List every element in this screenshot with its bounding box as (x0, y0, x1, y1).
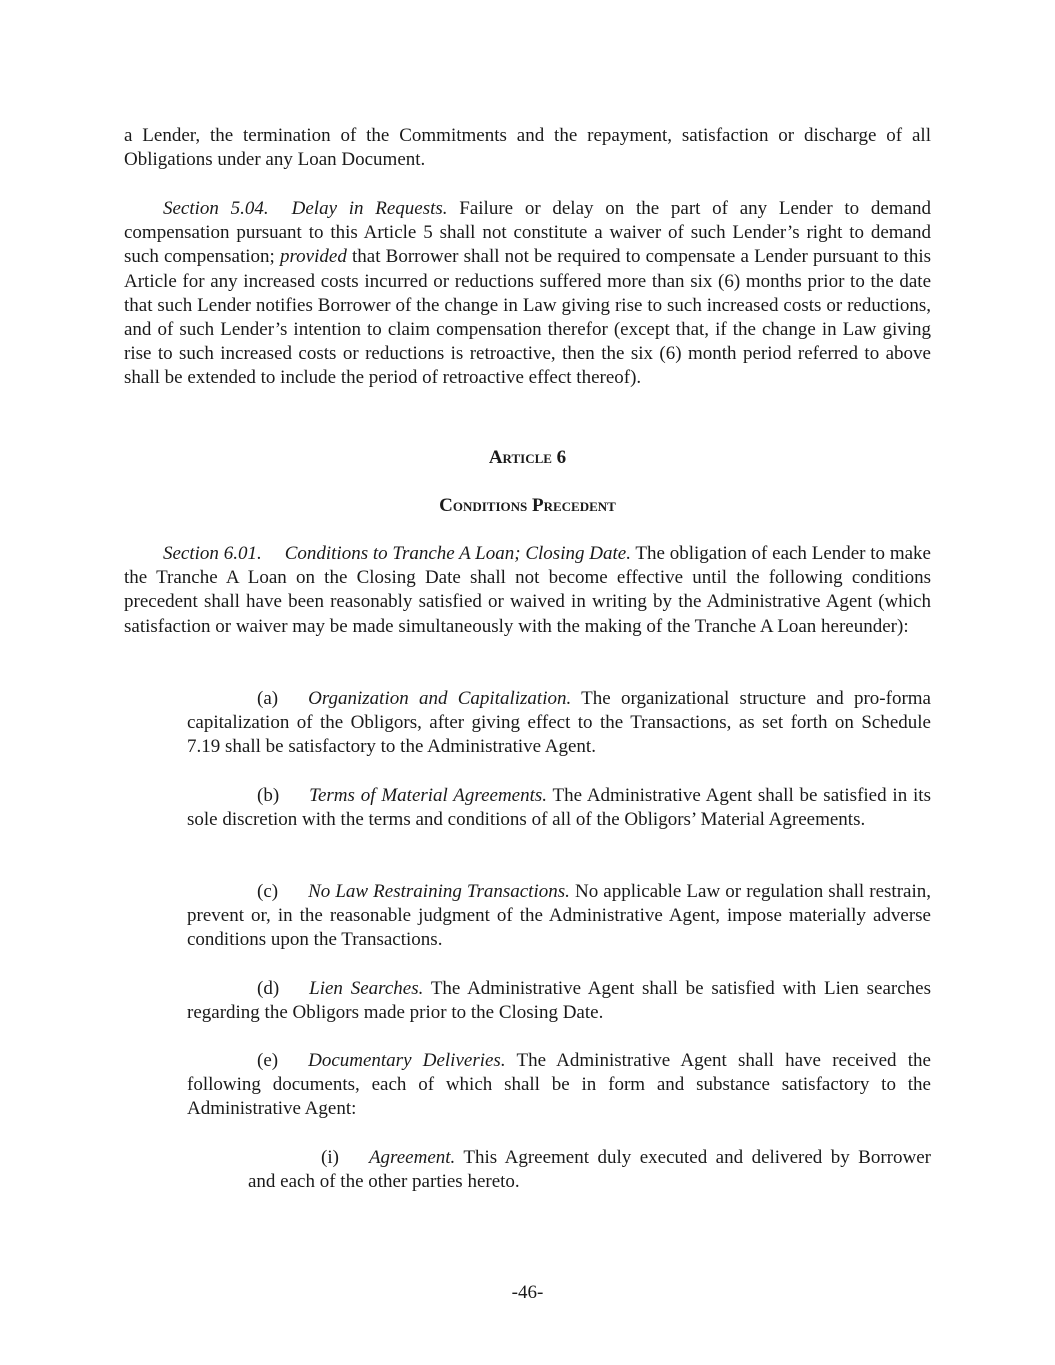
page-number: -46- (511, 1282, 544, 1303)
clause-text: The Administrative Agent shall have received the following documents, each of which shall be in form and substance satisfactory to the Administrative Agent: (187, 1050, 931, 1120)
clause-c (187, 880, 931, 953)
article-heading: Article 6 (488, 447, 567, 468)
clause-e (187, 1049, 931, 1122)
clause-title: No Law Restraining Transactions. (308, 881, 570, 902)
section-number: Section 5.04. (163, 198, 269, 219)
clause-title: Documentary Deliveries. (308, 1050, 506, 1071)
carryover-paragraph: a Lender, the termination of the Commitments and the repayment, satisfaction or discharge of all Obligations under any Loan Document. (124, 125, 931, 171)
subclause-title: Agreement. (368, 1147, 456, 1168)
section-text: Failure or delay on the part of any Lender to demand compensation pursuant to this Article 5 shall not constitute a waiver of such Lender’s right to demand such compensation; (124, 198, 932, 268)
section-number: Section 6.01. (163, 543, 262, 564)
clause-d (187, 977, 931, 1025)
clause-title: Terms of Material Agreements. (309, 785, 548, 806)
clause-a (187, 687, 931, 760)
subclause-i (248, 1146, 931, 1194)
article-title: Conditions Precedent (439, 495, 616, 516)
clause-label: (b) (257, 785, 280, 806)
section-text: The obligation of each Lender to make the Tranche A Loan on the Closing Date shall not become effective until the following conditions precedent shall have been reasonably satisfied or waived in writing by the Administrative Agent (which satisfaction or waiver may be made simultaneously with the making of the Tranche A Loan hereunder): (124, 543, 931, 637)
subclause-label: (i) (321, 1147, 339, 1168)
clause-label: (e) (257, 1050, 279, 1071)
clause-text: The organizational structure and pro-forma capitalization of the Obligors, after giving effect to the Transactions, as set forth on Schedule 7.19 shall be satisfactory to the Administrative Agent. (187, 688, 931, 758)
section-title: Conditions to Tranche A Loan; Closing Date. (284, 543, 631, 564)
clause-b (187, 784, 931, 832)
section-6-01-paragraph (124, 542, 931, 639)
clause-label: (d) (257, 978, 280, 999)
section-emphasis: provided (279, 246, 347, 268)
clause-text: No applicable Law or regulation shall restrain, prevent or, in the reasonable judgment of the Administrative Agent, impose materially adverse conditions upon the Transactions. (187, 881, 931, 951)
clause-label: (a) (257, 688, 279, 709)
clause-label: (c) (257, 881, 279, 902)
clause-title: Organization and Capitalization. (308, 688, 572, 709)
clause-text: The Administrative Agent shall be satisfied in its sole discretion with the terms and conditions of all of the Obligors’ Material Agreements. (187, 785, 931, 831)
section-title: Delay in Requests. (291, 198, 448, 219)
subclause-text: This Agreement duly executed and delivered by Borrower and each of the other parties hereto. (248, 1147, 931, 1193)
clause-text: The Administrative Agent shall be satisfied with Lien searches regarding the Obligors made prior to the Closing Date. (187, 978, 931, 1024)
section-text: that Borrower shall not be required to compensate a Lender pursuant to this Article for any increased costs incurred or reductions suffered more than six (6) months prior to the date that such Lender notifies Borrower of the change in Law giving rise to such increased costs or reductions, and of such Lender’s intention to claim compensation therefor (except that, if the change in Law giving rise to such increased costs or reductions is retroactive, then the six (6) month period referred to above shall be extended to include the period of retroactive effect thereof). (124, 246, 932, 389)
section-5-04-paragraph (124, 197, 931, 391)
clause-title: Lien Searches. (309, 978, 424, 999)
